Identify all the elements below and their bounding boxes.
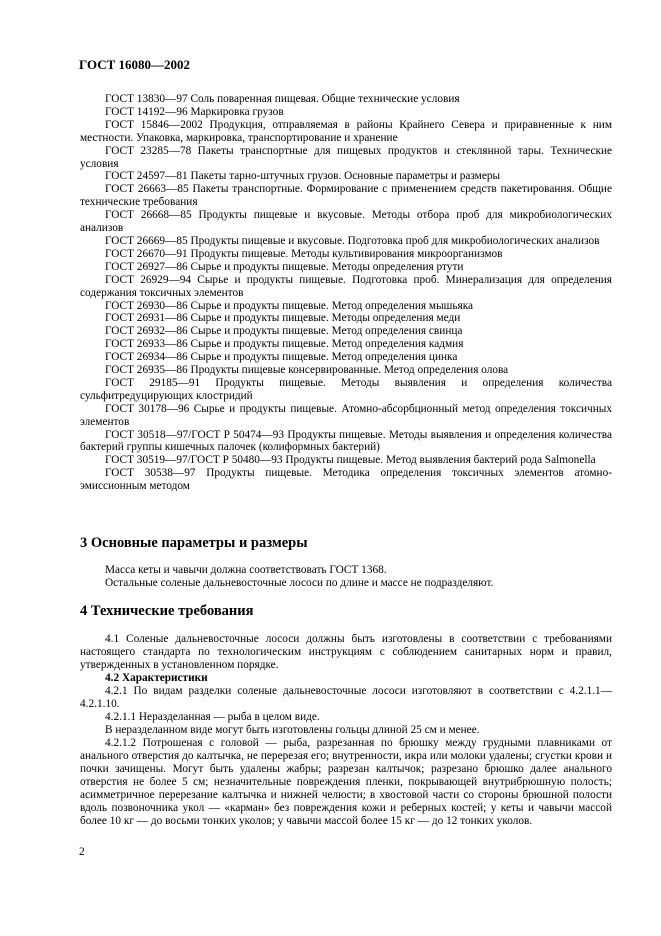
reference-item: ГОСТ 30518—97/ГОСТ Р 50474—93 Продукты пищевые. Методы выявления и определения количества бактерий группы кишечных палочек (колиформных бактерий) (80, 428, 612, 454)
paragraph-4-2-1-2: 4.2.1.2 Потрошеная с головой — рыба, разрезанная по брюшку между грудными плавниками от анального отверстия до калтычка, не перерезая его; внутренности, икра или молоки удалены; сгустки крови и почки зачищены. Могут быть удалены жабры; разрезан калтычок; разрезано брюшко далее анального отверстия не более 5 см; незначительные повреждения пленки, покрывающей внутрибрюшную полость; асимметричное перерезание калтычка и нижней челюсти; в хвостовой части со стороны брюшной полости вдоль позвоночника укол — «карман» без повреждения кожи и реберных костей; у кеты и чавычи массой более 10 кг — до восьми тонких уколов; у чавычи массой более 15 кг — до 12 тонких уколов. (80, 737, 612, 827)
paragraph: Остальные соленые дальневосточные лососи по длине и массе не подразделяют. (105, 577, 494, 589)
reference-item: ГОСТ 15846—2002 Продукция, отправляемая в районы Крайнего Севера и приравненные к ним местности. Упаковка, маркировка, транспортирование и хранение (80, 118, 612, 144)
section-4-heading: 4 Технические требования (80, 603, 254, 619)
reference-item: ГОСТ 26927—86 Сырье и продукты пищевые. Методы определения ртути (105, 260, 464, 273)
reference-item: ГОСТ 30538—97 Продукты пищевые. Методика определения токсичных элементов атомно-эмиссионным методом (80, 467, 612, 493)
reference-item: ГОСТ 26668—85 Продукты пищевые и вкусовые. Методы отбора проб для микробиологических анализов (80, 209, 612, 235)
section-4-body (80, 633, 612, 828)
reference-item: ГОСТ 29185—91 Продукты пищевые. Методы выявления и определения количества сульфитредуцирующих клостридий (80, 376, 612, 402)
normative-references-list (80, 93, 612, 493)
reference-item: ГОСТ 24597—81 Пакеты тарно-штучных грузов. Основные параметры и размеры (105, 170, 501, 183)
reference-item: ГОСТ 26935—86 Продукты пищевые консервированные. Метод определения олова (105, 364, 509, 377)
reference-item: ГОСТ 23285—78 Пакеты транспортные для пищевых продуктов и стеклянной тары. Технические условия (80, 144, 612, 170)
reference-item: ГОСТ 30178—96 Сырье и продукты пищевые. Атомно-абсорбционный метод определения токсичных элементов (80, 402, 612, 428)
reference-item: ГОСТ 26931—86 Сырье и продукты пищевые. Методы определения меди (105, 312, 461, 325)
reference-item: ГОСТ 26934—86 Сырье и продукты пищевые. Метод определения цинка (105, 351, 458, 364)
reference-item: ГОСТ 26669—85 Продукты пищевые и вкусовые. Подготовка проб для микробиологических анализов (105, 234, 600, 247)
reference-item: ГОСТ 26929—94 Сырье и продукты пищевые. Подготовка проб. Минерализация для определения содержания токсичных элементов (80, 273, 612, 299)
reference-item: ГОСТ 30519—97/ГОСТ Р 50480—93 Продукты пищевые. Метод выявления бактерий рода Salmonella (105, 454, 596, 467)
reference-item: ГОСТ 26932—86 Сырье и продукты пищевые. Метод определения свинца (105, 325, 463, 338)
paragraph-4-1: 4.1 Соленые дальневосточные лососи должны быть изготовлены в соответствии с требованиями настоящего стандарта по технологическим инструкциям с соблюдением санитарных норм и правил, утвержденных в установленном порядке. (80, 633, 612, 671)
reference-item: ГОСТ 26933—86 Сырье и продукты пищевые. Метод определения кадмия (105, 338, 464, 351)
section-3-body (80, 564, 612, 590)
reference-item: ГОСТ 13830—97 Соль поваренная пищевая. Общие технические условия (105, 93, 460, 105)
reference-item: ГОСТ 26930—86 Сырье и продукты пищевые. Метод определения мышьяка (105, 299, 474, 312)
page-number: 2 (79, 846, 85, 858)
section-3-heading: 3 Основные параметры и размеры (80, 535, 308, 551)
page-header: ГОСТ 16080—2002 (79, 57, 191, 72)
paragraph-4-2-1-1: 4.2.1.1 Неразделанная — рыба в целом виде. (105, 711, 320, 723)
paragraph-4-2-1: 4.2.1 По видам разделки соленые дальневосточные лососи изготовляют в соответствии с 4.2.1.1—4.2.1.10. (80, 685, 612, 710)
reference-item: ГОСТ 14192—96 Маркировка грузов (105, 105, 284, 118)
reference-item: ГОСТ 26670—91 Продукты пищевые. Методы культивирования микроорганизмов (105, 247, 503, 260)
paragraph: Масса кеты и чавычи должна соответствовать ГОСТ 1368. (105, 564, 387, 576)
reference-item: ГОСТ 26663—85 Пакеты транспортные. Формирование с применением средств пакетирования. Общие технические требования (80, 183, 612, 209)
subsection-4-2-heading: 4.2 Характеристики (105, 672, 208, 684)
paragraph-4-2-1-1b: В неразделанном виде могут быть изготовлены гольцы длиной 25 см и менее. (105, 724, 480, 736)
